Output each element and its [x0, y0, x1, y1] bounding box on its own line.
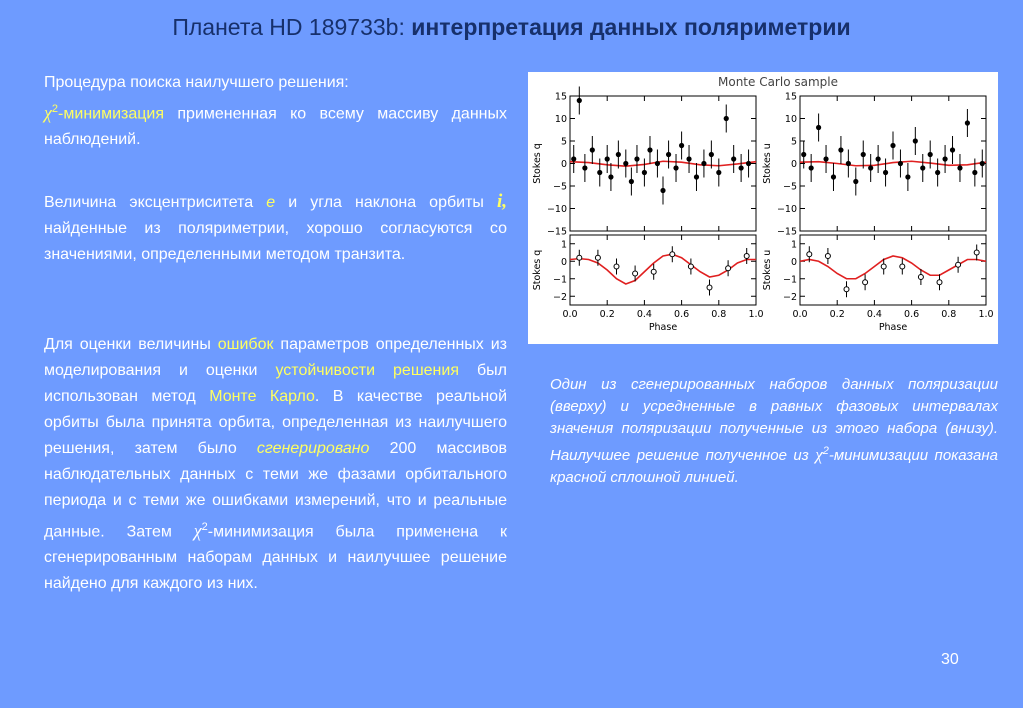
data-point — [582, 165, 587, 170]
y-tick-label: 0 — [560, 159, 567, 170]
data-point — [629, 179, 634, 184]
data-point — [807, 252, 812, 257]
data-point — [957, 165, 962, 170]
x-tick-label: 0.2 — [829, 309, 845, 320]
mc-text-4: . В качестве реальной орбиты была принята орбита, определенная из наилучшего решения, затем было — [44, 388, 508, 457]
data-point — [666, 152, 671, 157]
x-axis-label: Phase — [878, 322, 908, 333]
x-tick-label: 0.0 — [792, 309, 808, 320]
caption-text-1: Один из сгенерированных наборов данных поляризации (вверху) и усредненные в равных фазовых интервалах значения поляризации полученные из этого набора (внизу). Наилучшее решение полученное из — [550, 376, 998, 464]
mc-text-2: параметров определенных из моделирования и оценки — [44, 336, 508, 379]
x-axis-label: Phase — [648, 322, 678, 333]
data-point — [823, 156, 828, 161]
y-tick-label: 5 — [560, 136, 567, 148]
data-point — [726, 266, 731, 271]
data-point — [739, 165, 744, 170]
paragraph-eccentricity — [44, 189, 507, 268]
data-point — [642, 170, 647, 175]
x-tick-label: 0.2 — [599, 309, 615, 320]
y-tick-label: −2 — [782, 291, 797, 303]
data-point — [709, 152, 714, 157]
monte-carlo-figure — [528, 72, 998, 344]
data-point — [746, 161, 751, 166]
data-point — [595, 255, 600, 260]
data-point — [972, 170, 977, 175]
data-point — [605, 156, 610, 161]
chart-title: Monte Carlo sample — [718, 75, 838, 89]
y-tick-label: 5 — [790, 136, 797, 148]
data-point — [898, 161, 903, 166]
title-prefix: Планета HD 189733b: — [172, 14, 412, 40]
data-point — [881, 264, 886, 269]
data-point — [965, 120, 970, 125]
paragraph-montecarlo — [44, 332, 507, 597]
chi-sup: 2 — [51, 103, 59, 115]
data-point — [913, 138, 918, 143]
data-point — [853, 179, 858, 184]
y-axis-label: Stokes q — [532, 249, 543, 291]
x-tick-label: 1.0 — [978, 309, 994, 320]
data-point — [974, 250, 979, 255]
panel-top-right — [762, 92, 986, 238]
data-point — [590, 147, 595, 152]
data-point — [928, 152, 933, 157]
procedure-rest: примененная ко всему массиву данных наблюдений. — [44, 105, 507, 149]
ecc-text-1: Величина эксцентриситета — [44, 194, 267, 211]
data-point — [616, 152, 621, 157]
data-point — [876, 156, 881, 161]
data-point — [846, 161, 851, 166]
data-point — [597, 170, 602, 175]
data-point — [694, 174, 699, 179]
data-point — [935, 170, 940, 175]
ecc-text-2: и угла наклона орбиты — [275, 194, 497, 211]
data-point — [633, 271, 638, 276]
y-tick-label: −15 — [776, 226, 797, 238]
data-point — [942, 156, 947, 161]
slide-title — [0, 14, 1023, 41]
y-tick-label: −15 — [546, 226, 567, 238]
data-point — [950, 147, 955, 152]
x-tick-label: 0.4 — [866, 309, 882, 320]
ecc-text-3: найденные из поляриметрии, хорошо согласуются со значениями, определенными методом транзита. — [44, 220, 507, 263]
plot-frame — [800, 96, 986, 231]
ecc-i: i, — [496, 191, 508, 212]
data-point — [724, 116, 729, 121]
y-tick-label: 15 — [554, 91, 567, 103]
data-point — [831, 174, 836, 179]
data-point — [651, 269, 656, 274]
y-tick-label: 1 — [560, 239, 567, 251]
mc-chi-sup: 2 — [201, 521, 208, 533]
data-point — [679, 143, 684, 148]
caption-chi-sup: 2 — [822, 445, 829, 457]
y-tick-label: 0 — [790, 159, 797, 170]
data-point — [861, 152, 866, 157]
data-point — [905, 174, 910, 179]
data-point — [844, 287, 849, 292]
data-point — [918, 275, 923, 280]
data-point — [670, 252, 675, 257]
data-point — [716, 170, 721, 175]
figure-caption — [550, 374, 998, 489]
mc-chi-symbol: χ — [193, 520, 202, 541]
data-point — [868, 165, 873, 170]
x-tick-label: 0.4 — [636, 309, 652, 320]
data-point — [809, 165, 814, 170]
y-tick-label: 1 — [790, 239, 797, 251]
caption-text-2: -минимизации показана красной сплошной линией. — [550, 447, 998, 486]
panel-bottom-right — [762, 235, 994, 333]
data-point — [688, 264, 693, 269]
data-point — [838, 147, 843, 152]
mc-errors: ошибок — [217, 336, 274, 353]
data-point — [890, 143, 895, 148]
mc-text-1: Для оценки величины — [44, 336, 218, 353]
data-point — [900, 264, 905, 269]
data-point — [816, 125, 821, 130]
y-tick-label: −5 — [782, 181, 797, 193]
data-point — [744, 254, 749, 259]
mc-stability: устойчивости решения — [275, 362, 459, 379]
data-point — [623, 161, 628, 166]
y-tick-label: 15 — [784, 91, 797, 103]
data-point — [956, 262, 961, 267]
data-point — [614, 264, 619, 269]
caption-chi: χ — [815, 445, 823, 464]
data-point — [731, 156, 736, 161]
x-tick-label: 0.8 — [941, 309, 957, 320]
panel-bottom-left — [532, 235, 764, 333]
y-axis-label: Stokes u — [762, 249, 773, 291]
y-tick-label: 0 — [790, 256, 797, 268]
data-point — [863, 280, 868, 285]
mc-text-3: был использован метод — [44, 362, 507, 405]
data-point — [571, 156, 576, 161]
y-axis-label: Stokes u — [762, 143, 773, 184]
data-point — [577, 98, 582, 103]
y-tick-label: 0 — [560, 256, 567, 268]
mc-text-6: -минимизация была применена к сгенерированным наборам данных и наилучшее решение найдено для каждого из них. — [44, 523, 507, 593]
model-line — [570, 161, 756, 166]
y-tick-label: −2 — [552, 291, 567, 303]
y-tick-label: −10 — [546, 204, 567, 215]
data-point — [980, 161, 985, 166]
data-point — [655, 161, 660, 166]
title-bold: интерпретация данных поляриметрии — [411, 14, 851, 40]
data-point — [673, 165, 678, 170]
y-tick-label: −10 — [776, 204, 797, 215]
ecc-e: e — [266, 194, 276, 211]
data-point — [937, 280, 942, 285]
mc-method: Монте Карло — [209, 388, 315, 405]
paragraph-procedure — [44, 70, 507, 153]
data-point — [686, 156, 691, 161]
model-line — [800, 161, 986, 166]
y-tick-label: −1 — [782, 274, 797, 286]
mc-text-5: 200 массивов наблюдательных данных с теми же фазами орбитального периода и с теми же ошибками измерений, что и реальные данные. Затем — [44, 440, 507, 541]
data-point — [608, 174, 613, 179]
data-point — [647, 147, 652, 152]
x-tick-label: 0.8 — [711, 309, 727, 320]
data-point — [701, 161, 706, 166]
x-tick-label: 1.0 — [748, 309, 764, 320]
y-tick-label: −5 — [552, 181, 567, 193]
procedure-line: Процедура поиска наилучшего решения: — [44, 74, 349, 91]
y-tick-label: 10 — [554, 114, 567, 125]
data-point — [883, 170, 888, 175]
monte-carlo-plots — [528, 72, 998, 344]
data-point — [577, 255, 582, 260]
data-point — [801, 152, 806, 157]
data-point — [707, 285, 712, 290]
y-axis-label: Stokes q — [532, 143, 543, 184]
x-tick-label: 0.6 — [674, 309, 690, 320]
x-tick-label: 0.6 — [904, 309, 920, 320]
data-point — [634, 156, 639, 161]
page-number: 30 — [941, 651, 959, 668]
x-tick-label: 0.0 — [562, 309, 578, 320]
data-point — [825, 254, 830, 259]
y-tick-label: 10 — [784, 114, 797, 125]
y-tick-label: −1 — [552, 274, 567, 286]
chi-symbol: χ — [44, 102, 52, 123]
chi-minimization-label: -минимизация — [58, 105, 165, 123]
mc-generated: сгенерировано — [256, 440, 370, 457]
data-point — [660, 188, 665, 193]
data-point — [920, 165, 925, 170]
